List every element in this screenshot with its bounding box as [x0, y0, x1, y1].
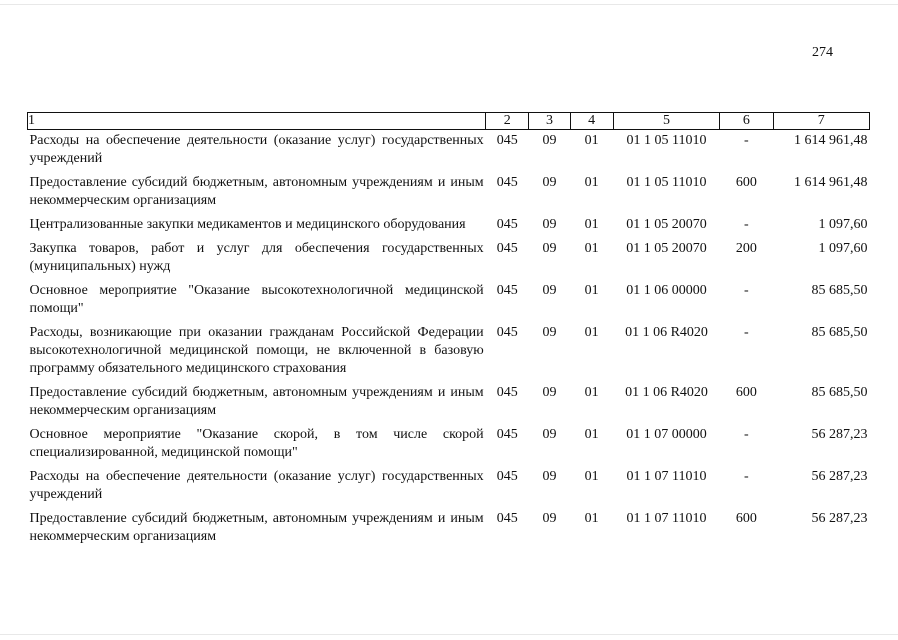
- row-col-3: 09: [542, 325, 557, 340]
- row-col-4: 01: [584, 325, 599, 340]
- table-row: [28, 130, 870, 173]
- table-header-row: [28, 113, 870, 130]
- row-col-2: 045: [496, 133, 518, 148]
- row-name: Закупка товаров, работ и услуг для обеспечения государственных (муниципальных) нужд: [29, 241, 484, 274]
- row-col-3: 09: [542, 175, 557, 190]
- row-col-7: 1 614 961,48: [794, 175, 868, 190]
- row-col-3: 09: [542, 385, 557, 400]
- row-col-3: 09: [542, 283, 557, 298]
- row-col-2: 045: [496, 241, 518, 256]
- row-col-4: 01: [584, 133, 599, 148]
- row-col-4: 01: [584, 175, 599, 190]
- table-row: [28, 466, 870, 508]
- row-name: Расходы на обеспечение деятельности (оказание услуг) государственных учреждений: [29, 133, 484, 166]
- row-col-4: 01: [584, 427, 599, 442]
- row-col-6: 200: [735, 241, 757, 256]
- scan-edge-top: [0, 4, 898, 5]
- row-name: Предоставление субсидий бюджетным, автономным учреждениям и иным некоммерческим организациям: [29, 511, 484, 544]
- row-col-5: 01 1 07 11010: [626, 511, 707, 526]
- header-col-6: 6: [720, 113, 773, 130]
- table-row: [28, 382, 870, 424]
- budget-table: [27, 112, 870, 550]
- row-col-2: 045: [496, 511, 518, 526]
- row-col-6: -: [744, 469, 749, 484]
- row-col-5: 01 1 05 11010: [626, 175, 707, 190]
- header-col-3: 3: [529, 113, 570, 130]
- row-col-4: 01: [584, 241, 599, 256]
- row-col-5: 01 1 05 11010: [626, 133, 707, 148]
- row-col-4: 01: [584, 217, 599, 232]
- row-col-3: 09: [542, 133, 557, 148]
- row-col-3: 09: [542, 469, 557, 484]
- row-col-7: 85 685,50: [811, 283, 868, 298]
- row-col-6: 600: [735, 511, 757, 526]
- row-name: Основное мероприятие "Оказание высокотехнологичной медицинской помощи": [29, 283, 484, 316]
- table-row: [28, 508, 870, 550]
- row-col-4: 01: [584, 511, 599, 526]
- row-col-6: 600: [735, 175, 757, 190]
- row-col-6: -: [744, 427, 749, 442]
- row-name: Расходы, возникающие при оказании гражданам Российской Федерации высокотехнологичной медицинской помощи, не включенной в базовую программу обязательного медицинского страхования: [29, 325, 484, 376]
- row-col-6: -: [744, 283, 749, 298]
- row-col-7: 1 614 961,48: [794, 133, 868, 148]
- table-row: [28, 424, 870, 466]
- row-col-5: 01 1 05 20070: [626, 241, 707, 256]
- row-col-6: -: [744, 217, 749, 232]
- header-col-7: 7: [773, 113, 869, 130]
- header-col-1: 1: [28, 113, 486, 130]
- row-col-7: 1 097,60: [818, 241, 868, 256]
- row-col-3: 09: [542, 511, 557, 526]
- row-col-2: 045: [496, 385, 518, 400]
- row-col-5: 01 1 06 R4020: [625, 385, 708, 400]
- table-row: [28, 280, 870, 322]
- row-col-7: 56 287,23: [811, 511, 868, 526]
- row-col-2: 045: [496, 217, 518, 232]
- row-col-3: 09: [542, 241, 557, 256]
- row-col-6: -: [744, 133, 749, 148]
- row-col-7: 85 685,50: [811, 385, 868, 400]
- row-col-5: 01 1 06 R4020: [625, 325, 708, 340]
- row-col-4: 01: [584, 283, 599, 298]
- row-col-4: 01: [584, 469, 599, 484]
- row-col-7: 1 097,60: [818, 217, 868, 232]
- row-col-5: 01 1 05 20070: [626, 217, 707, 232]
- table-row: [28, 322, 870, 382]
- row-col-3: 09: [542, 217, 557, 232]
- row-col-2: 045: [496, 283, 518, 298]
- header-col-4: 4: [570, 113, 613, 130]
- row-col-6: -: [744, 325, 749, 340]
- header-col-2: 2: [486, 113, 529, 130]
- table-row: [28, 238, 870, 280]
- row-col-7: 56 287,23: [811, 469, 868, 484]
- row-col-5: 01 1 07 00000: [626, 427, 707, 442]
- row-col-5: 01 1 07 11010: [626, 469, 707, 484]
- table-row: [28, 172, 870, 214]
- row-col-2: 045: [496, 175, 518, 190]
- row-name: Основное мероприятие "Оказание скорой, в том числе скорой специализированной, медицинской помощи": [29, 427, 484, 460]
- row-col-2: 045: [496, 469, 518, 484]
- row-col-6: 600: [735, 385, 757, 400]
- row-col-7: 85 685,50: [811, 325, 868, 340]
- table-row: [28, 214, 870, 238]
- row-name: Предоставление субсидий бюджетным, автономным учреждениям и иным некоммерческим организациям: [29, 175, 484, 208]
- page-number: 274: [812, 45, 833, 60]
- row-col-3: 09: [542, 427, 557, 442]
- row-col-2: 045: [496, 325, 518, 340]
- row-col-4: 01: [584, 385, 599, 400]
- scan-edge-bottom: [0, 634, 898, 635]
- header-col-5: 5: [613, 113, 720, 130]
- row-col-5: 01 1 06 00000: [626, 283, 707, 298]
- row-col-7: 56 287,23: [811, 427, 868, 442]
- row-name: Расходы на обеспечение деятельности (оказание услуг) государственных учреждений: [29, 469, 484, 502]
- row-name: Предоставление субсидий бюджетным, автономным учреждениям и иным некоммерческим организациям: [29, 385, 484, 418]
- row-name: Централизованные закупки медикаментов и медицинского оборудования: [29, 217, 466, 232]
- row-col-2: 045: [496, 427, 518, 442]
